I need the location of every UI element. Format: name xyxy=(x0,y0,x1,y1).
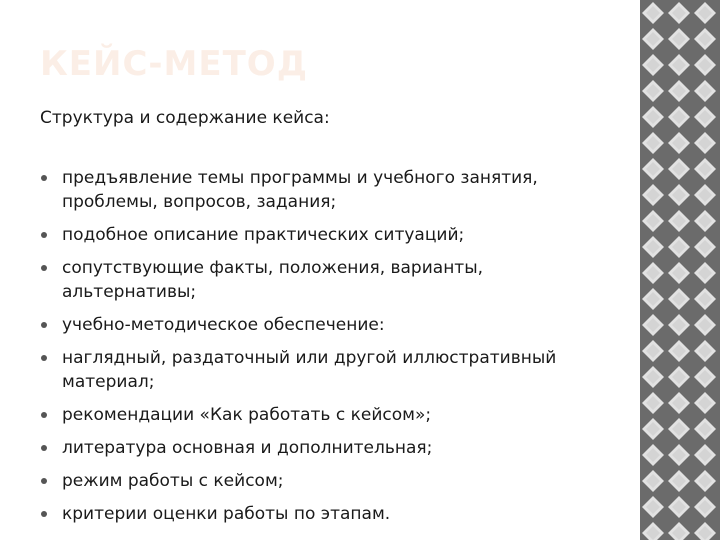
bullet-list xyxy=(40,166,620,535)
list-item xyxy=(40,223,620,247)
list-item-text: рекомендации «Как работать с кейсом»; xyxy=(62,405,432,425)
list-item xyxy=(40,469,620,493)
bullet-icon xyxy=(41,232,47,238)
bullet-icon xyxy=(41,355,47,361)
list-item-text: литература основная и дополнительная; xyxy=(62,438,433,458)
slide-title: КЕЙС-МЕТОД xyxy=(40,44,308,84)
list-item xyxy=(40,256,620,304)
list-item xyxy=(40,403,620,427)
list-item xyxy=(40,166,620,214)
decorative-pattern xyxy=(640,0,720,540)
list-item-text: сопутствующие факты, положения, варианты, альтернативы; xyxy=(62,258,484,302)
list-item-text: наглядный, раздаточный или другой иллюстративный материал; xyxy=(62,348,557,392)
list-item xyxy=(40,313,620,337)
bullet-icon xyxy=(41,445,47,451)
list-item-text: критерии оценки работы по этапам. xyxy=(62,504,391,524)
list-item-text: режим работы с кейсом; xyxy=(62,471,284,491)
bullet-icon xyxy=(41,175,47,181)
slide-subtitle: Структура и содержание кейса: xyxy=(40,108,330,128)
bullet-icon xyxy=(41,412,47,418)
bullet-icon xyxy=(41,322,47,328)
list-item-text: учебно-методическое обеспечение: xyxy=(62,315,385,335)
list-item xyxy=(40,502,620,526)
list-item-text: предъявление темы программы и учебного занятия, проблемы, вопросов, задания; xyxy=(62,168,538,212)
list-item xyxy=(40,346,620,394)
bullet-icon xyxy=(41,265,47,271)
bullet-icon xyxy=(41,478,47,484)
list-item xyxy=(40,436,620,460)
bullet-icon xyxy=(41,511,47,517)
list-item-text: подобное описание практических ситуаций; xyxy=(62,225,465,245)
